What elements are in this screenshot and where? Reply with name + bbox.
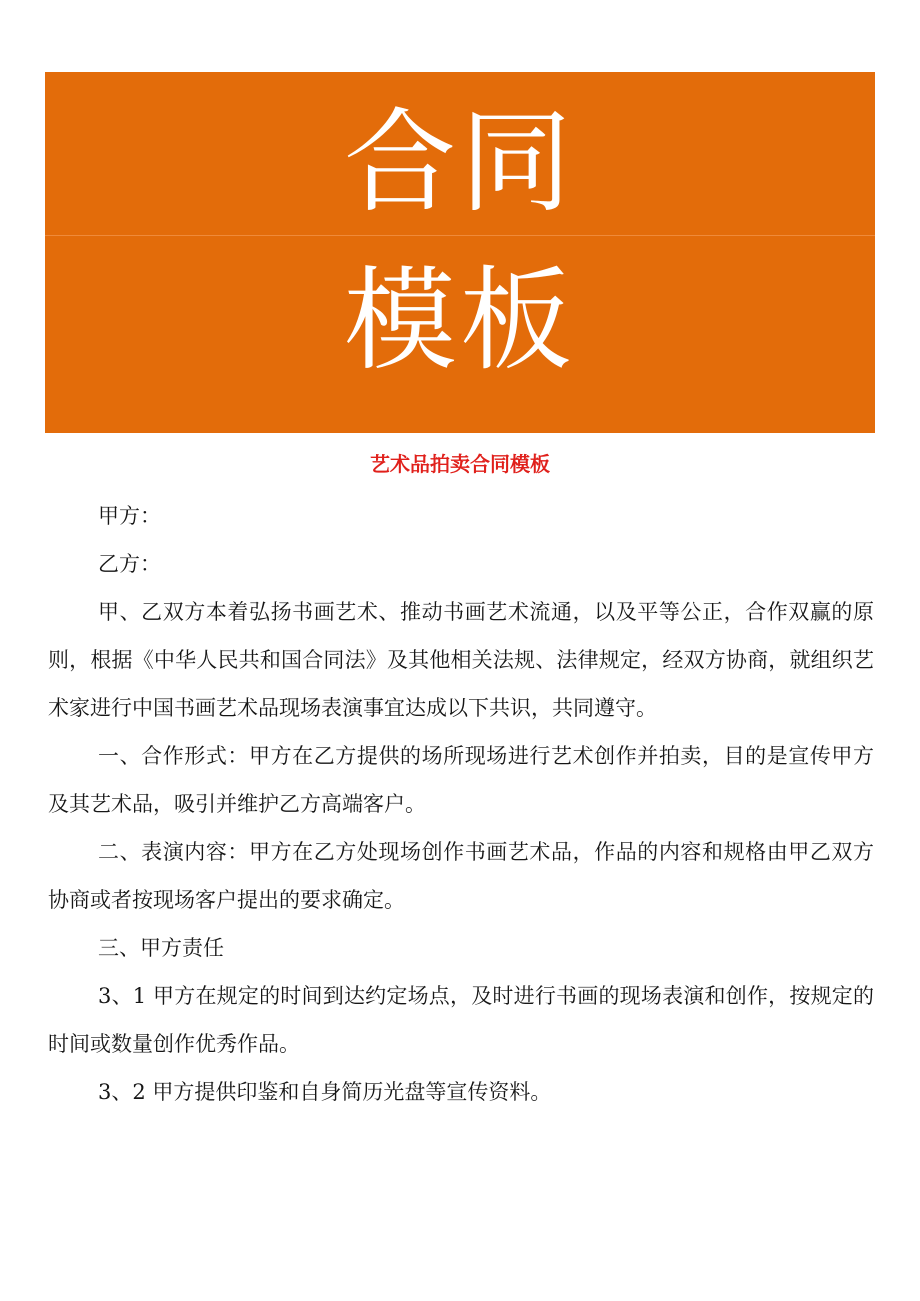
clause-3-1-text: 甲方在规定的时间到达约定场点，及时进行书画的现场表演和创作，按规定的时间或数量创作优秀作品。 [48,984,874,1056]
banner-title-line-2: 模板 [344,256,576,386]
clause-3-2-text: 甲方提供印鉴和自身简历光盘等宣传资料。 [152,1080,552,1104]
party-a-line: 甲方： [98,504,161,528]
banner-title-line-1: 合同 [344,98,576,228]
document-body [48,492,874,1116]
clause-3-2 [48,1068,874,1116]
clause-3-2-number: 3、2 [98,1080,146,1104]
intro-paragraph: 甲、乙双方本着弘扬书画艺术、推动书画艺术流通，以及平等公正，合作双赢的原则，根据《中华人民共和国合同法》及其他相关法规、法律规定，经双方协商，就组织艺术家进行中国书画艺术品现场表演事宜达成以下共识，共同遵守。 [48,600,874,720]
clause-3-1 [48,972,874,1068]
banner-divider [45,235,875,236]
header-banner [45,72,875,433]
section-party-a-duties-heading: 三、甲方责任 [98,936,224,960]
section-performance-content: 二、表演内容：甲方在乙方处现场创作书画艺术品，作品的内容和规格由甲乙双方协商或者按现场客户提出的要求确定。 [48,840,874,912]
document-title: 艺术品拍卖合同模板 [370,452,550,476]
section-cooperation-form: 一、合作形式：甲方在乙方提供的场所现场进行艺术创作并拍卖，目的是宣传甲方及其艺术品，吸引并维护乙方高端客户。 [48,744,874,816]
party-b-line: 乙方： [98,552,161,576]
clause-3-1-number: 3、1 [98,984,147,1008]
